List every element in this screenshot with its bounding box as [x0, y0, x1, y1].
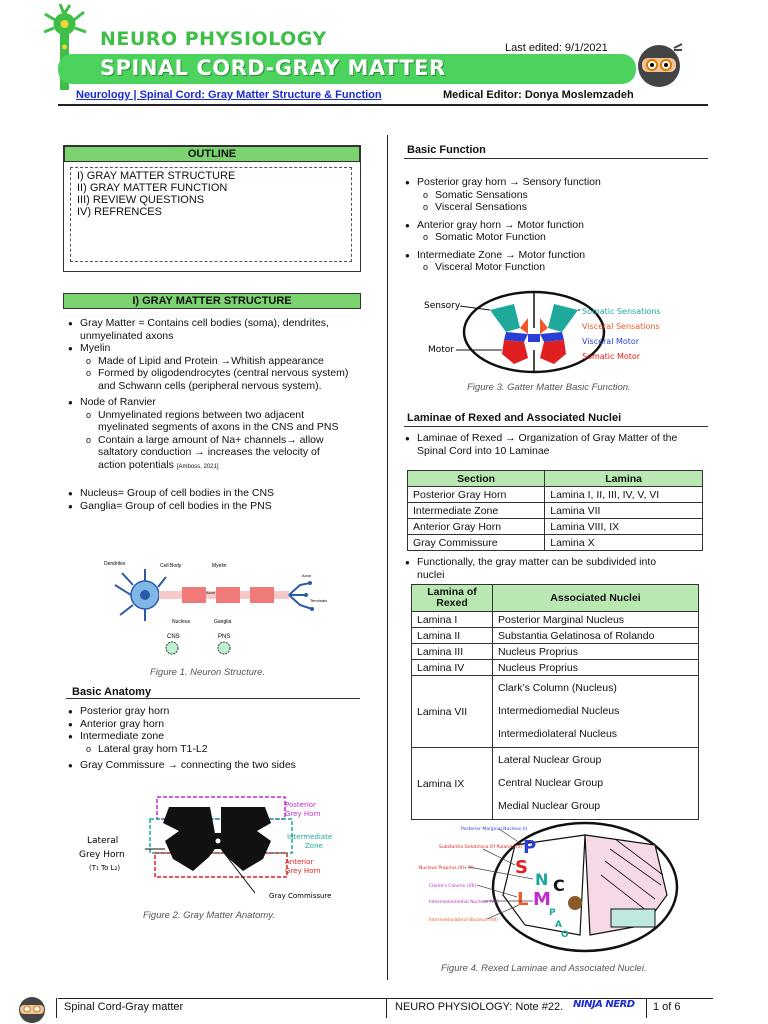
- bullet: ● Intermediate zone: [80, 730, 370, 743]
- outline-item[interactable]: III) REVIEW QUESTIONS: [77, 194, 205, 206]
- fig2-intermediate-label: Intermediate: [287, 833, 333, 841]
- fig2-posterior-label-2: Grey Horn: [285, 810, 321, 818]
- table-cell: Lamina I, II, III, IV, V, VI: [545, 487, 703, 503]
- sub-bullet-cont: myelinated segments of axons in the CNS and PNS: [98, 421, 339, 433]
- figure2-caption: Figure 2. Gray Matter Anatomy.: [143, 910, 275, 921]
- sub-bullet: o Somatic Motor Function: [435, 231, 717, 244]
- fig4-letter-l: L: [517, 889, 529, 910]
- table-row: [412, 612, 699, 628]
- bullet: ● Posterior gray horn: [80, 705, 370, 718]
- fig3-visceral-motor: Visceral Motor: [582, 337, 640, 346]
- citation: [Amboss, 2021]: [176, 463, 219, 470]
- table-row: [408, 535, 703, 551]
- fig1-terminals-label: Terminals: [310, 598, 328, 603]
- footer-sep: [386, 998, 387, 1018]
- table-cell: Lamina X: [545, 535, 703, 551]
- fig1-ganglia-label: Ganglia: [214, 619, 232, 625]
- sub-bullet-cont: and Schwann cells (peripheral nervous system).: [98, 379, 322, 392]
- table-cell: [493, 676, 699, 748]
- fig2-lateral-label-2: Grey Horn: [79, 850, 125, 860]
- fig4-label-6: Intermediolateral Nucleus (VII): [429, 918, 498, 923]
- fig1-nucleus-label: Nucleus: [172, 619, 191, 625]
- fig1-dendrites-label: Dendrites: [104, 561, 126, 567]
- bullet: ● Functionally, the gray matter can be subdivided into: [417, 556, 717, 569]
- header-divider: [58, 104, 708, 106]
- sub-bullet: o Lateral gray horn T1-L2: [98, 743, 370, 756]
- outline-item[interactable]: IV) REFRENCES: [77, 206, 162, 218]
- bullet: ● Posterior gray horn → Sensory function: [417, 176, 717, 189]
- table-cell: Lamina IV: [412, 660, 493, 676]
- table-cell: Lamina VIII, IX: [545, 519, 703, 535]
- table-header: Associated Nuclei: [493, 585, 699, 612]
- table-cell: Lamina VII: [545, 503, 703, 519]
- section-heading-structure: I) GRAY MATTER STRUCTURE: [63, 293, 361, 309]
- fig1-myelin-label: Myelin: [212, 563, 227, 569]
- bullet: ● Myelin: [80, 342, 370, 355]
- fig4-label-3: Nucleus Proprius (III+IV): [419, 866, 474, 871]
- fig4-letter-p: P: [523, 837, 537, 858]
- fig4-label-2: Substantia Gelatinosa Of Rolando (II): [439, 845, 523, 850]
- outline-item[interactable]: II) GRAY MATTER FUNCTION: [77, 182, 228, 194]
- table-row: [412, 748, 699, 820]
- table-cell: Posterior Marginal Nucleus: [493, 612, 699, 628]
- bullet: ● Ganglia= Group of cell bodies in the PNS: [80, 500, 370, 513]
- table-cell: Gray Commissure: [408, 535, 545, 551]
- laminae-section-table: [407, 470, 703, 551]
- fig4-letter-o: O: [561, 930, 569, 940]
- sub-bullet: o Visceral Motor Function: [435, 261, 717, 274]
- structure-bullets: [80, 317, 370, 512]
- fig4-label-1: Posterior Marginal Nucleus (I): [461, 827, 528, 832]
- fig3-sensory-label: Sensory: [424, 301, 461, 311]
- table-row: [412, 644, 699, 660]
- fig2-lateral-label: Lateral: [87, 836, 119, 846]
- laminae-heading: Laminae of Rexed and Associated Nuclei: [407, 412, 622, 424]
- fig4-label-5: Intermediomedial Nucleus (VII): [429, 900, 499, 905]
- breadcrumb-link[interactable]: Neurology | Spinal Cord: Gray Matter Structure & Function: [76, 89, 382, 101]
- bullet: ● Node of Ranvier: [80, 396, 370, 409]
- gray-matter-anatomy-figure: [75, 793, 365, 903]
- basic-function-heading: Basic Function: [407, 144, 486, 156]
- table-cell: [493, 748, 699, 820]
- table-cell: Intermediate Zone: [408, 503, 545, 519]
- bullet: ● Gray Commissure → connecting the two sides: [80, 759, 370, 772]
- footer-ninja-icon: [14, 994, 50, 1024]
- outline-heading: OUTLINE: [64, 146, 360, 162]
- basic-function-list: [417, 176, 717, 274]
- fig4-letter-m: M: [533, 889, 551, 910]
- figure3-caption: Figure 3. Gatter Matter Basic Function.: [467, 382, 631, 393]
- sub-bullet-cont: action potentials: [98, 458, 174, 471]
- basic-anatomy-list: [80, 705, 370, 772]
- nucleus-item: Medial Nuclear Group: [498, 800, 601, 812]
- fig4-letter-p2: P: [549, 908, 556, 918]
- sub-bullet: o Contain a large amount of Na+ channels→ allow: [98, 434, 370, 447]
- basic-anatomy-divider: [66, 698, 360, 699]
- fig2-anterior-label-2: Grey Horn: [285, 867, 321, 875]
- fig3-somatic-motor: Somatic Motor: [582, 352, 641, 361]
- table-cell: Lamina VII: [412, 676, 493, 748]
- table-cell: Lamina II: [412, 628, 493, 644]
- table-row: [408, 487, 703, 503]
- fig3-motor-label: Motor: [428, 345, 455, 355]
- footer-brand-logo: NINJA NERD: [573, 999, 635, 1010]
- outline-box: [63, 145, 361, 272]
- fig4-letter-a: A: [555, 920, 562, 930]
- fig2-posterior-label: Posterior: [285, 801, 316, 809]
- bullet: ● Gray Matter = Contains cell bodies (soma), dendrites,: [80, 317, 370, 330]
- basic-anatomy-heading: Basic Anatomy: [72, 686, 152, 698]
- fig2-intermediate-label-2: Zone: [305, 842, 323, 850]
- page-title: SPINAL CORD-GRAY MATTER: [100, 56, 446, 80]
- sub-bullet: o Somatic Sensations: [435, 189, 717, 202]
- table-cell: Anterior Gray Horn: [408, 519, 545, 535]
- figure4-caption: Figure 4. Rexed Laminae and Associated Nuclei.: [441, 963, 647, 974]
- outline-list: [70, 167, 352, 262]
- bullet: ● Intermediate Zone → Motor function: [417, 249, 717, 262]
- bullet: ● Nucleus= Group of cell bodies in the CNS: [80, 487, 370, 500]
- ninja-mascot-icon: [634, 40, 684, 90]
- nucleus-item: Intermediolateral Nucleus: [498, 728, 618, 740]
- footer-title: Spinal Cord-Gray matter: [64, 1001, 184, 1013]
- table-row: [412, 628, 699, 644]
- laminae-divider: [404, 426, 708, 427]
- bullet: ● Anterior gray horn → Motor function: [417, 219, 717, 232]
- table-cell: Lamina I: [412, 612, 493, 628]
- outline-item[interactable]: I) GRAY MATTER STRUCTURE: [77, 170, 236, 182]
- table-row: [412, 660, 699, 676]
- fig3-somatic-sensations: Somatic Sensations: [582, 307, 661, 316]
- sub-bullet: o Made of Lipid and Protein →Whitish appearance: [98, 355, 370, 368]
- figure1-caption: Figure 1. Neuron Structure.: [150, 667, 266, 678]
- footer-sep: [56, 998, 57, 1018]
- gray-matter-function-figure: [424, 288, 704, 380]
- laminae-bullet: [417, 432, 717, 457]
- last-edited: Last edited: 9/1/2021: [505, 42, 608, 54]
- bullet: ● Laminae of Rexed → Organization of Gray Matter of the: [417, 432, 717, 445]
- fig1-cellbody-label: Cell Body: [160, 563, 182, 569]
- header-title: NEURO PHYSIOLOGY: [100, 28, 327, 50]
- fig4-label-4: Clarke's Column (VII): [429, 884, 477, 889]
- table-cell: Substantia Gelatinosa of Rolando: [493, 628, 699, 644]
- basic-function-divider: [404, 158, 708, 159]
- fig4-letter-c: C: [553, 876, 565, 895]
- sub-bullet: o Visceral Sensations: [435, 201, 717, 214]
- fig4-letter-n: N: [535, 870, 549, 889]
- table-header: Lamina of Rexed: [412, 585, 493, 612]
- medical-editor: Medical Editor: Donya Moslemzadeh: [443, 89, 634, 101]
- table-row: [408, 519, 703, 535]
- footer-note: NEURO PHYSIOLOGY: Note #22.: [395, 1001, 564, 1013]
- bullet-cont: Spinal Cord into 10 Laminae: [417, 444, 550, 457]
- fig4-letter-s: S: [515, 857, 528, 878]
- table-cell: Posterior Gray Horn: [408, 487, 545, 503]
- bullet-cont: nuclei: [417, 568, 445, 581]
- table-header: Section: [408, 471, 545, 487]
- fig2-commissure-label: Gray Commissure: [269, 892, 332, 900]
- nucleus-item: Intermediomedial Nucleus: [498, 705, 620, 717]
- nucleus-item: Central Nuclear Group: [498, 777, 604, 789]
- bullet-cont: unmyelinated axons: [80, 329, 174, 342]
- fig1-axon-label: Axon: [206, 590, 216, 595]
- fig1-pns-label: PNS: [218, 634, 231, 640]
- fig2-anterior-label: Anterior: [285, 858, 314, 866]
- footer-sep: [646, 998, 647, 1018]
- nucleus-item: Clark’s Column (Nucleus): [498, 682, 617, 694]
- sub-bullet: o Unmyelinated regions between two adjacent: [98, 409, 370, 422]
- table-header: Lamina: [545, 471, 703, 487]
- fig1-axon2-label: Axon: [302, 573, 312, 578]
- table-cell: Nucleus Proprius: [493, 644, 699, 660]
- nucleus-item: Lateral Nuclear Group: [498, 754, 602, 766]
- fig2-lateral-label-3: (T₁ To L₂): [89, 864, 121, 872]
- table-cell: Lamina III: [412, 644, 493, 660]
- fig3-visceral-sensations: Visceral Sensations: [582, 322, 660, 331]
- table-row: [408, 503, 703, 519]
- sub-bullet: o Formed by oligodendrocytes (central nervous system): [98, 367, 370, 380]
- table-cell: Nucleus Proprius: [493, 660, 699, 676]
- column-divider: [387, 135, 388, 980]
- rexed-laminae-figure: [415, 815, 705, 955]
- associated-nuclei-table: [411, 584, 699, 820]
- page-number: 1 of 6: [653, 1001, 681, 1013]
- neuron-structure-figure: [100, 555, 330, 655]
- laminae-bullet-2: [417, 556, 717, 581]
- sub-bullet-cont: saltatory conduction → increases the velocity of: [98, 446, 320, 458]
- fig1-cns-label: CNS: [167, 634, 180, 640]
- bullet: ● Anterior gray horn: [80, 718, 370, 731]
- table-cell: Lamina IX: [412, 748, 493, 820]
- table-row: [412, 676, 699, 748]
